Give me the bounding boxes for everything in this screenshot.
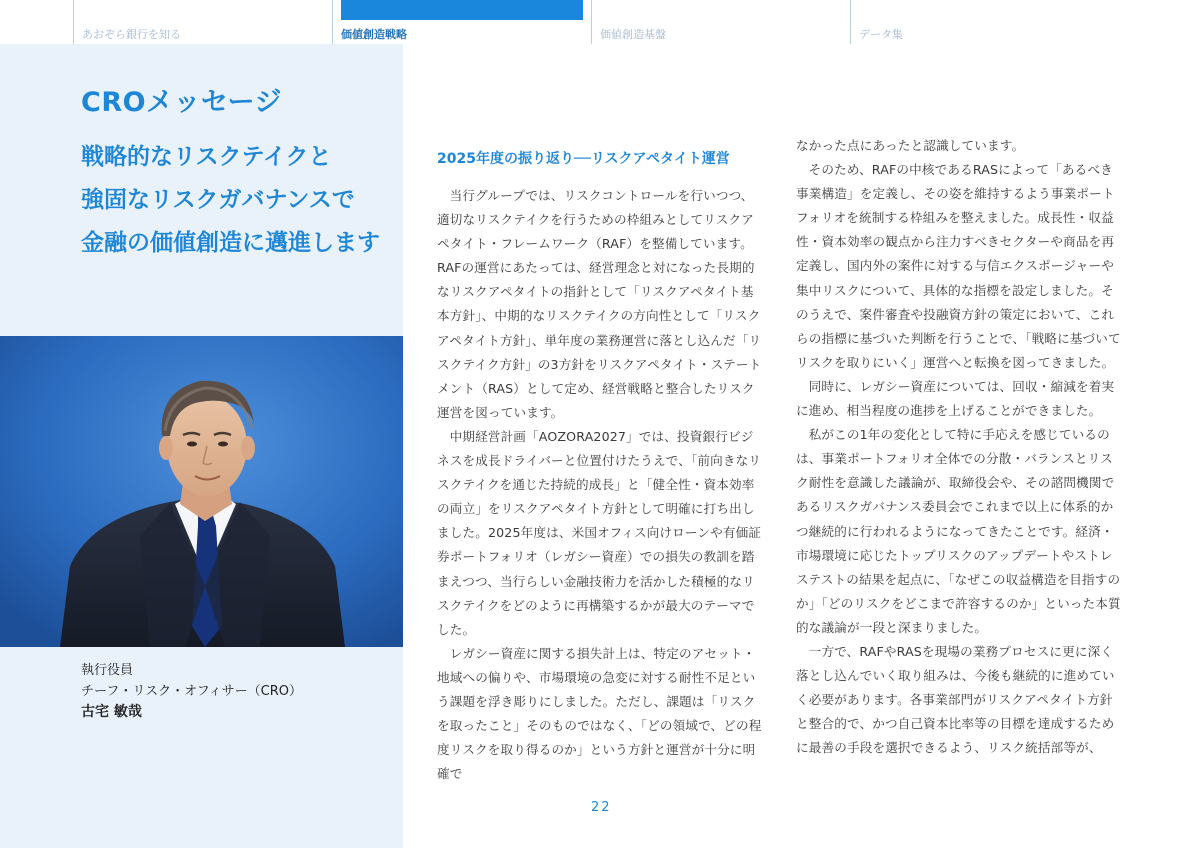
tab-value-creation-foundation[interactable] <box>591 0 850 44</box>
lead-statement <box>81 136 401 265</box>
lead-line: 強固なリスクガバナンスで <box>81 187 355 213</box>
tab-label: 価値創造基盤 <box>600 28 666 41</box>
article-paragraph: 私がこの1年の変化として特に手応えを感じているのは、事業ポートフォリオ全体での分散・バランスとリスク耐性を意識した議論が、取締役会や、その諮問機関であるリスクガバナンス委員会でこれまで以上に体系的かつ継続的に行われるようになってきたことです。経済・市場環境に応じたトップリスクのアップデートやストレステストの結果を起点に、「なぜこの収益構造を目指すのか」「どのリスクをどこまで許容するのか」といった本質的な議論が一段と深まりました。 <box>796 427 1121 635</box>
article-column-2 <box>796 134 1122 760</box>
article-paragraph: レガシー資産に関する損失計上は、特定のアセット・地域への偏りや、市場環境の急変に対する耐性不足という課題を浮き彫りにしました。ただし、課題は「リスクを取ったこと」そのものではなく、「どの領域で、どの程度リスクを取り得るのか」という方針と運営が十分に明確で <box>437 645 762 782</box>
tab-label: 価値創造戦略 <box>341 28 407 41</box>
article-paragraph: 同時に、レガシー資産については、回収・縮減を着実に進め、相当程度の進捗を上げることができました。 <box>796 378 1115 419</box>
article-paragraph-continued: なかった点にあったと認識しています。 <box>796 138 1025 153</box>
tab-about-aozora[interactable] <box>73 0 332 44</box>
article-column-1 <box>437 147 763 786</box>
section-heading: 2025年度の振り返り──リスクアペタイト運営 <box>437 151 730 167</box>
article-paragraph: 当行グループでは、リスクコントロールを行いつつ、適切なリスクテイクを行うための枠組みとしてリスクアペタイト・フレームワーク（RAF）を整備しています。RAFの運営にあたっては、経営理念と対になった長期的なリスクアペタイトの指針として「リスクアペタイト基本方針」、中期的なリスクテイクの方向性として「リスクアペタイト方針」、単年度の業務運営に落とし込んだ「リスクテイク方針」の3方針をリスクアペタイト・ステートメント（RAS）として定め、経営戦略と整合したリスク運営を図っています。 <box>437 188 762 420</box>
caption-role: チーフ・リスク・オフィサー（CRO） <box>81 684 303 699</box>
lead-line: 金融の価値創造に邁進します <box>81 230 380 256</box>
tab-indicator <box>600 0 842 20</box>
article-paragraph: そのため、RAFの中核であるRASによって「あるべき事業構造」を定義し、その姿を維持するよう事業ポートフォリオを統制する枠組みを整えました。成長性・収益性・資本効率の観点から注力すべきセクターや商品を再定義し、国内外の案件に対する与信エクスポージャーや集中リスクについて、具体的な指標を設定しました。そのうえで、案件審査や投融資方針の策定において、これらの指標に基づいた判断を行うことで、「戦略に基づいてリスクを取りにいく」運営へと転換を図ってきました。 <box>796 162 1121 370</box>
message-header <box>0 44 403 336</box>
tab-indicator <box>82 0 324 20</box>
caption-name: 古宅 敏哉 <box>81 704 142 720</box>
tab-value-creation-strategy[interactable] <box>332 0 591 44</box>
article-paragraph: 一方で、RAFやRASを現場の業務プロセスに更に深く落とし込んでいく取り組みは、今後も継続的に進めていく必要があります。各事業部門がリスクアペタイト方針と整合的で、かつ自己資本比率等の目標を達成するために最善の手段を選択できるよう、リスク統括部等が、 <box>796 643 1115 756</box>
tab-label: あおぞら銀行を知る <box>82 28 181 41</box>
caption-role: 執行役員 <box>81 663 134 678</box>
article-paragraph: 中期経営計画「AOZORA2027」では、投資銀行ビジネスを成長ドライバーと位置付けたうえで、「前向きなリスクテイクを通じた持続的成長」と「健全性・資本効率の両立」をリスクアペタイト方針として明確に打ち出しました。2025年度は、米国オフィス向けローンや有価証券ポートフォリオ（レガシー資産）での損失の教訓を踏まえつつ、当行らしい金融技術力を活かした積極的なリスクテイクをどのように再構築するかが最大のテーマでした。 <box>437 428 762 637</box>
portrait-caption <box>81 660 302 723</box>
tab-indicator <box>859 0 1101 20</box>
page-title: CROメッセージ <box>81 87 282 118</box>
lead-line: 戦略的なリスクテイクと <box>81 144 332 170</box>
page-number: 22 <box>591 800 612 815</box>
tab-indicator-active <box>341 0 583 20</box>
cro-portrait-photo <box>0 336 403 647</box>
left-panel <box>0 44 403 848</box>
tab-label: データ集 <box>859 28 903 41</box>
tab-data[interactable] <box>850 0 1109 44</box>
top-navigation <box>0 0 1200 44</box>
